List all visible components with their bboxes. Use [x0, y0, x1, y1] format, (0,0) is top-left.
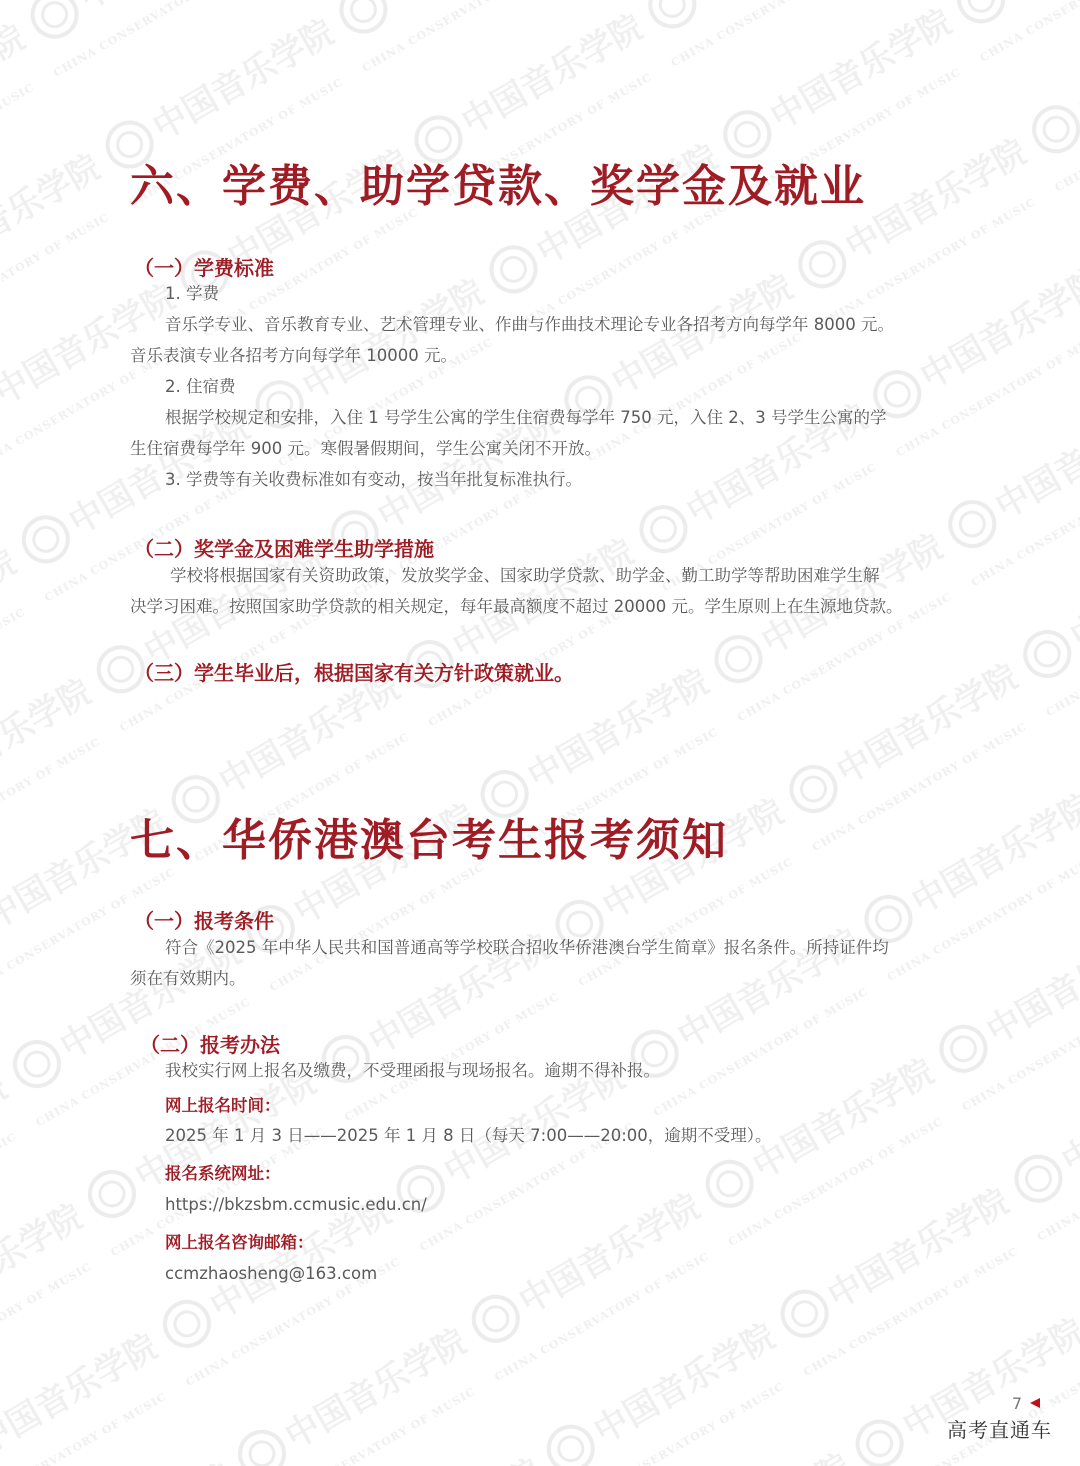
scholarship-line-1: 学校将根据国家有关资助政策，发放奖学金、国家助学贷款、助学金、勤工助学等帮助困难学生解 [170, 566, 880, 585]
section-7-sub2-heading: （二）报考办法 [140, 1033, 280, 1057]
section-7-sub1-heading: （一）报考条件 [134, 909, 274, 933]
registration-url-label: 报名系统网址： [165, 1164, 281, 1183]
registration-url-link[interactable]: https://bkzsbm.ccmusic.edu.cn/ [165, 1195, 427, 1214]
tuition-line-2: 音乐表演专业各招考方向每学年 10000 元。 [130, 346, 457, 365]
section-6-sub1-heading: （一）学费标准 [134, 256, 274, 280]
brand-watermark: 高考直通车 [947, 1418, 1052, 1442]
page-arrow-icon [1030, 1398, 1040, 1408]
registration-method: 我校实行网上报名及缴费，不受理函报与现场报名。逾期不得补报。 [165, 1061, 660, 1080]
registration-time-label: 网上报名时间： [165, 1096, 281, 1115]
accommodation-line-1: 根据学校规定和安排，入住 1 号学生公寓的学生住宿费每学年 750 元，入住 2、3 号学生公寓的学 [165, 408, 887, 427]
eligibility-line-2: 须在有效期内。 [130, 969, 246, 988]
eligibility-line-1: 符合《2025 年中华人民共和国普通高等学校联合招收华侨港澳台学生简章》报名条件。所持证件均 [165, 938, 889, 957]
accommodation-label: 2. 住宿费 [165, 377, 236, 396]
scholarship-line-2: 决学习困难。按照国家助学贷款的相关规定，每年最高额度不超过 20000 元。学生原则上在生源地贷款。 [130, 597, 903, 616]
consult-email-label: 网上报名咨询邮箱： [165, 1233, 314, 1252]
tuition-label: 1. 学费 [165, 284, 219, 303]
section-6-sub3-heading: （三）学生毕业后，根据国家有关方针政策就业。 [134, 661, 574, 685]
tuition-line-1: 音乐学专业、音乐教育专业、艺术管理专业、作曲与作曲技术理论专业各招考方向每学年 8000 元。 [165, 315, 894, 334]
fee-change-note: 3. 学费等有关收费标准如有变动，按当年批复标准执行。 [165, 470, 582, 489]
consult-email-link[interactable]: ccmzhaosheng@163.com [165, 1264, 378, 1283]
accommodation-line-2: 生住宿费每学年 900 元。寒假暑假期间，学生公寓关闭不开放。 [130, 439, 601, 458]
section-7-title: 七、华侨港澳台考生报考须知 [130, 815, 728, 866]
section-6-sub2-heading: （二）奖学金及困难学生助学措施 [134, 537, 434, 561]
registration-time-value: 2025 年 1 月 3 日——2025 年 1 月 8 日（每天 7:00——20:00，逾期不受理）。 [165, 1126, 772, 1145]
page-number: 7 [1011, 1394, 1022, 1413]
section-6-title: 六、学费、助学贷款、奖学金及就业 [130, 161, 866, 212]
